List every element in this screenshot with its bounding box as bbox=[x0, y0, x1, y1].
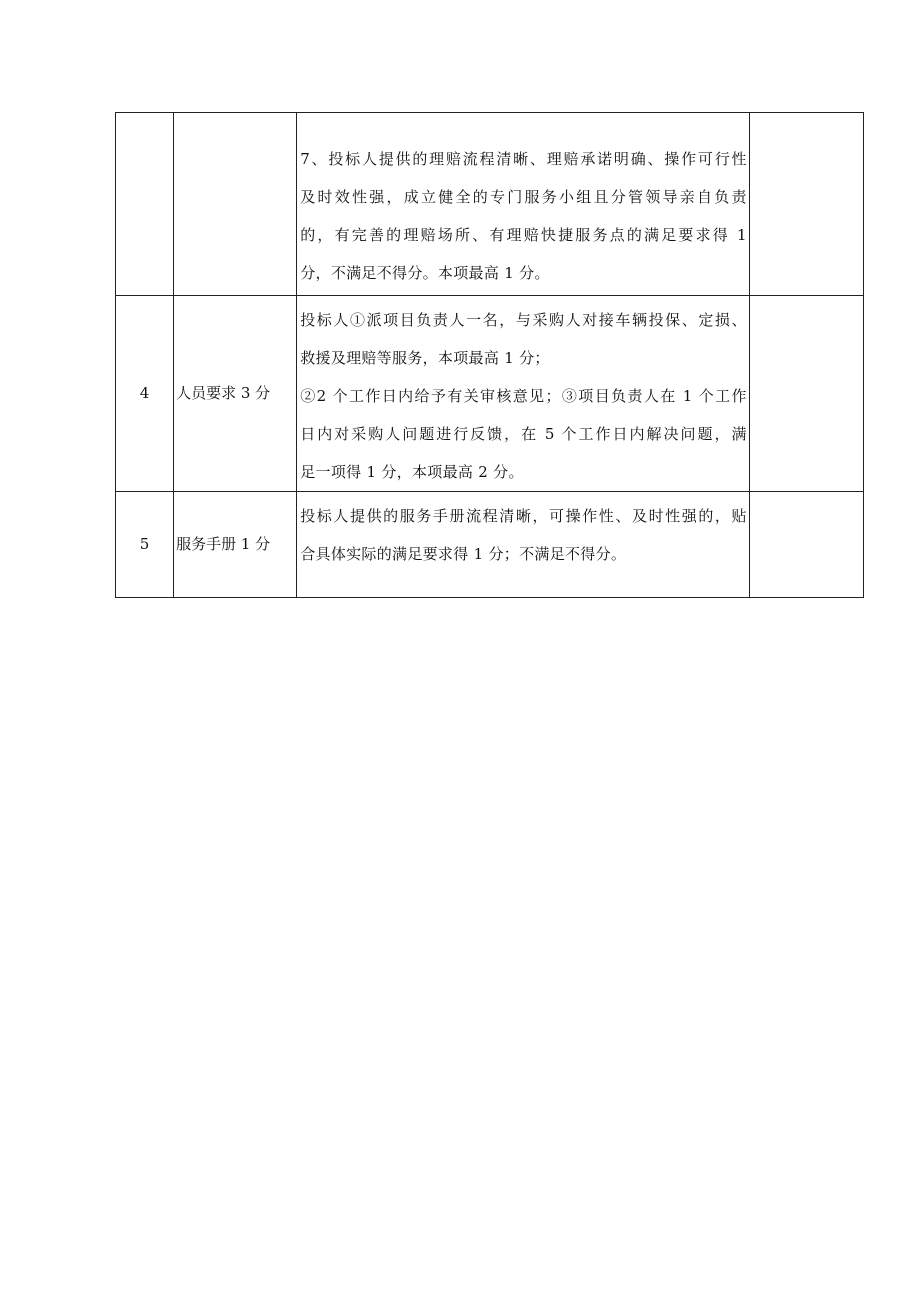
criteria-line: 分，不满足不得分。本项最高 1 分。 bbox=[300, 264, 550, 282]
item-cell: 服务手册 1 分 bbox=[174, 492, 297, 598]
item-cell: 人员要求 3 分 bbox=[174, 296, 297, 492]
criteria-cell bbox=[297, 296, 750, 492]
criteria-line: ②2 个工作日内给予有关审核意见；③项目负责人在 1 个工作 bbox=[300, 387, 747, 405]
criteria-line: 及时效性强，成立健全的专门服务小组且分管领导亲自负责 bbox=[300, 188, 747, 206]
row-number-cell: 4 bbox=[116, 296, 174, 492]
criteria-line: 救援及理赔等服务，本项最高 1 分； bbox=[300, 349, 550, 367]
score-cell bbox=[749, 296, 863, 492]
criteria-line: 日内对采购人问题进行反馈，在 5 个工作日内解决问题，满 bbox=[300, 425, 747, 443]
row-number-cell bbox=[116, 113, 174, 296]
criteria-line: 的，有完善的理赔场所、有理赔快捷服务点的满足要求得 1 bbox=[300, 226, 747, 244]
table-row bbox=[116, 113, 864, 296]
criteria-line: 投标人提供的服务手册流程清晰，可操作性、及时性强的，贴 bbox=[300, 507, 747, 525]
criteria-line: 足一项得 1 分，本项最高 2 分。 bbox=[300, 463, 524, 481]
item-cell bbox=[174, 113, 297, 296]
score-cell bbox=[749, 492, 863, 598]
table-row bbox=[116, 296, 864, 492]
criteria-line: 合具体实际的满足要求得 1 分；不满足不得分。 bbox=[300, 545, 627, 563]
criteria-line: 投标人①派项目负责人一名，与采购人对接车辆投保、定损、 bbox=[300, 311, 747, 329]
table-row bbox=[116, 492, 864, 598]
criteria-line: 7、投标人提供的理赔流程清晰、理赔承诺明确、操作可行性 bbox=[300, 150, 747, 168]
criteria-cell bbox=[297, 113, 750, 296]
row-number-cell: 5 bbox=[116, 492, 174, 598]
scoring-table bbox=[115, 112, 864, 598]
score-cell bbox=[749, 113, 863, 296]
criteria-cell bbox=[297, 492, 750, 598]
